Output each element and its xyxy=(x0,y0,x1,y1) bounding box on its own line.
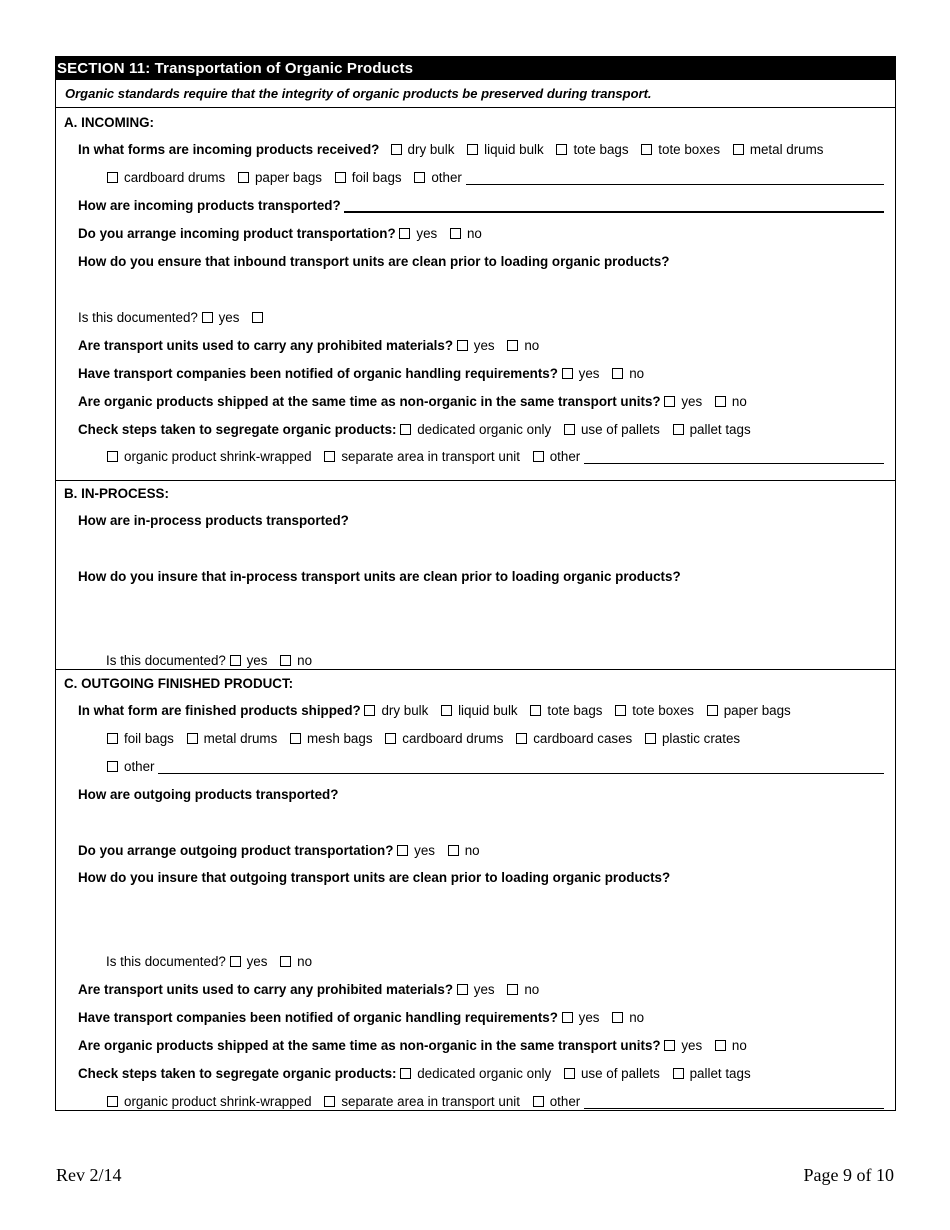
checkbox[interactable] xyxy=(107,451,118,462)
incoming-notified-row: Have transport companies been notified of organic handling requirements? yes no xyxy=(78,366,645,381)
checkbox[interactable] xyxy=(280,655,291,666)
checkbox[interactable] xyxy=(612,1012,623,1023)
checkbox[interactable] xyxy=(399,228,410,239)
outgoing-forms-row2: foil bags metal drums mesh bags cardboard drums cardboard cases plastic crates xyxy=(107,730,740,748)
question: Is this documented? xyxy=(106,653,226,668)
checkbox[interactable] xyxy=(107,172,118,183)
checkbox[interactable] xyxy=(641,144,652,155)
checkbox[interactable] xyxy=(673,1068,684,1079)
checkbox[interactable] xyxy=(645,733,656,744)
question: Do you arrange outgoing product transportation? xyxy=(78,843,394,858)
checkbox[interactable] xyxy=(715,1040,726,1051)
checkbox[interactable] xyxy=(335,172,346,183)
checkbox[interactable] xyxy=(107,761,118,772)
question: Check steps taken to segregate organic products: xyxy=(78,422,397,437)
answer-input[interactable] xyxy=(344,197,884,213)
question: How are in-process products transported? xyxy=(78,513,349,528)
checkbox[interactable] xyxy=(202,312,213,323)
outgoing-segregate-row2: organic product shrink-wrapped separate area in transport unit other xyxy=(107,1093,884,1111)
other-input[interactable] xyxy=(584,1094,884,1109)
checkbox[interactable] xyxy=(533,1096,544,1107)
incoming-clean-row xyxy=(78,253,669,271)
incoming-heading: A. INCOMING: xyxy=(64,115,155,130)
checkbox[interactable] xyxy=(612,368,623,379)
checkbox[interactable] xyxy=(441,705,452,716)
outgoing-forms-row1: In what form are finished products shipped? dry bulk liquid bulk tote bags tote boxes paper bags xyxy=(78,703,791,718)
incoming-same-time-row: Are organic products shipped at the same time as non-organic in the same transport units? yes no xyxy=(78,394,747,409)
checkbox[interactable] xyxy=(187,733,198,744)
incoming-arrange-row: Do you arrange incoming product transportation? yes no xyxy=(78,226,482,241)
question: How are outgoing products transported? xyxy=(78,787,339,802)
inprocess-heading: B. IN-PROCESS: xyxy=(64,486,169,501)
checkbox[interactable] xyxy=(448,845,459,856)
checkbox[interactable] xyxy=(400,1068,411,1079)
question: How are incoming products transported? xyxy=(78,198,341,213)
checkbox[interactable] xyxy=(397,845,408,856)
incoming-documented-row: Is this documented? yes xyxy=(78,309,269,327)
checkbox[interactable] xyxy=(533,451,544,462)
question: Are transport units used to carry any prohibited materials? xyxy=(78,982,454,997)
checkbox[interactable] xyxy=(664,1040,675,1051)
checkbox[interactable] xyxy=(364,705,375,716)
incoming-transported-row xyxy=(78,197,884,215)
question: Do you arrange incoming product transportation? xyxy=(78,226,396,241)
other-input[interactable] xyxy=(466,170,884,185)
question: How do you ensure that inbound transport units are clean prior to loading organic products? xyxy=(78,254,670,269)
divider xyxy=(56,107,895,108)
outgoing-forms-row3: other xyxy=(107,758,884,776)
section-header xyxy=(56,57,895,80)
question: How do you insure that in-process transport units are clean prior to loading organic products? xyxy=(78,569,681,584)
checkbox[interactable] xyxy=(562,1012,573,1023)
question: In what forms are incoming products received? xyxy=(78,142,380,157)
inprocess-transported-row xyxy=(78,512,349,530)
section-title: SECTION 11: Transportation of Organic Products xyxy=(57,60,414,77)
incoming-forms-row2: cardboard drums paper bags foil bags other xyxy=(107,169,884,187)
checkbox[interactable] xyxy=(230,956,241,967)
checkbox[interactable] xyxy=(252,312,263,323)
outgoing-heading: C. OUTGOING FINISHED PRODUCT: xyxy=(64,676,294,691)
checkbox[interactable] xyxy=(564,424,575,435)
checkbox[interactable] xyxy=(457,340,468,351)
question: Have transport companies been notified of organic handling requirements? xyxy=(78,1010,558,1025)
checkbox[interactable] xyxy=(467,144,478,155)
incoming-segregate-row2: organic product shrink-wrapped separate area in transport unit other xyxy=(107,448,884,466)
other-input[interactable] xyxy=(158,759,884,774)
checkbox[interactable] xyxy=(556,144,567,155)
incoming-prohibited-row: Are transport units used to carry any prohibited materials? yes no xyxy=(78,338,540,353)
revision-label: Rev 2/14 xyxy=(56,1165,122,1185)
outgoing-segregate-row1: Check steps taken to segregate organic products: dedicated organic only use of pallets pallet tags xyxy=(78,1066,751,1081)
checkbox[interactable] xyxy=(457,984,468,995)
checkbox[interactable] xyxy=(562,368,573,379)
section-intro: Organic standards require that the integrity of organic products be preserved during transport. xyxy=(65,86,652,101)
outgoing-prohibited-row: Are transport units used to carry any prohibited materials? yes no xyxy=(78,982,540,997)
page-number: Page 9 of 10 xyxy=(803,1165,894,1185)
question: Are organic products shipped at the same time as non-organic in the same transport units? xyxy=(78,394,661,409)
checkbox[interactable] xyxy=(107,1096,118,1107)
checkbox[interactable] xyxy=(230,655,241,666)
checkbox[interactable] xyxy=(324,1096,335,1107)
question: Are transport units used to carry any prohibited materials? xyxy=(78,338,454,353)
checkbox[interactable] xyxy=(507,340,518,351)
checkbox[interactable] xyxy=(324,451,335,462)
outgoing-documented-row: Is this documented? yes no xyxy=(106,954,313,969)
checkbox[interactable] xyxy=(391,144,402,155)
checkbox[interactable] xyxy=(290,733,301,744)
question: Check steps taken to segregate organic products: xyxy=(78,1066,397,1081)
outgoing-notified-row: Have transport companies been notified of organic handling requirements? yes no xyxy=(78,1010,645,1025)
outgoing-transported-row xyxy=(78,786,338,804)
incoming-segregate-row1: Check steps taken to segregate organic products: dedicated organic only use of pallets pallet tags xyxy=(78,422,751,437)
inprocess-documented-row: Is this documented? yes no xyxy=(106,653,313,668)
question: Have transport companies been notified of organic handling requirements? xyxy=(78,366,558,381)
checkbox[interactable] xyxy=(238,172,249,183)
checkbox[interactable] xyxy=(715,396,726,407)
checkbox[interactable] xyxy=(107,733,118,744)
checkbox[interactable] xyxy=(673,424,684,435)
checkbox[interactable] xyxy=(733,144,744,155)
question: Are organic products shipped at the same time as non-organic in the same transport units? xyxy=(78,1038,661,1053)
checkbox[interactable] xyxy=(707,705,718,716)
checkbox[interactable] xyxy=(280,956,291,967)
outgoing-arrange-row: Do you arrange outgoing product transportation? yes no xyxy=(78,843,480,858)
outgoing-clean-row xyxy=(78,869,670,887)
checkbox[interactable] xyxy=(400,424,411,435)
question: Is this documented? xyxy=(106,954,226,969)
checkbox[interactable] xyxy=(615,705,626,716)
inprocess-clean-row xyxy=(78,568,681,586)
checkbox[interactable] xyxy=(530,705,541,716)
outgoing-same-time-row: Are organic products shipped at the same time as non-organic in the same transport units? yes no xyxy=(78,1038,747,1053)
checkbox[interactable] xyxy=(450,228,461,239)
checkbox[interactable] xyxy=(564,1068,575,1079)
checkbox[interactable] xyxy=(664,396,675,407)
other-input[interactable] xyxy=(584,449,884,464)
incoming-forms-row1: In what forms are incoming products received? dry bulk liquid bulk tote bags tote boxes metal drums xyxy=(78,142,824,157)
checkbox[interactable] xyxy=(516,733,527,744)
question: How do you insure that outgoing transport units are clean prior to loading organic products? xyxy=(78,870,671,885)
checkbox[interactable] xyxy=(385,733,396,744)
checkbox[interactable] xyxy=(507,984,518,995)
checkbox[interactable] xyxy=(414,172,425,183)
question: In what form are finished products shipped? xyxy=(78,703,361,718)
divider xyxy=(56,480,895,481)
question: Is this documented? xyxy=(78,310,198,325)
